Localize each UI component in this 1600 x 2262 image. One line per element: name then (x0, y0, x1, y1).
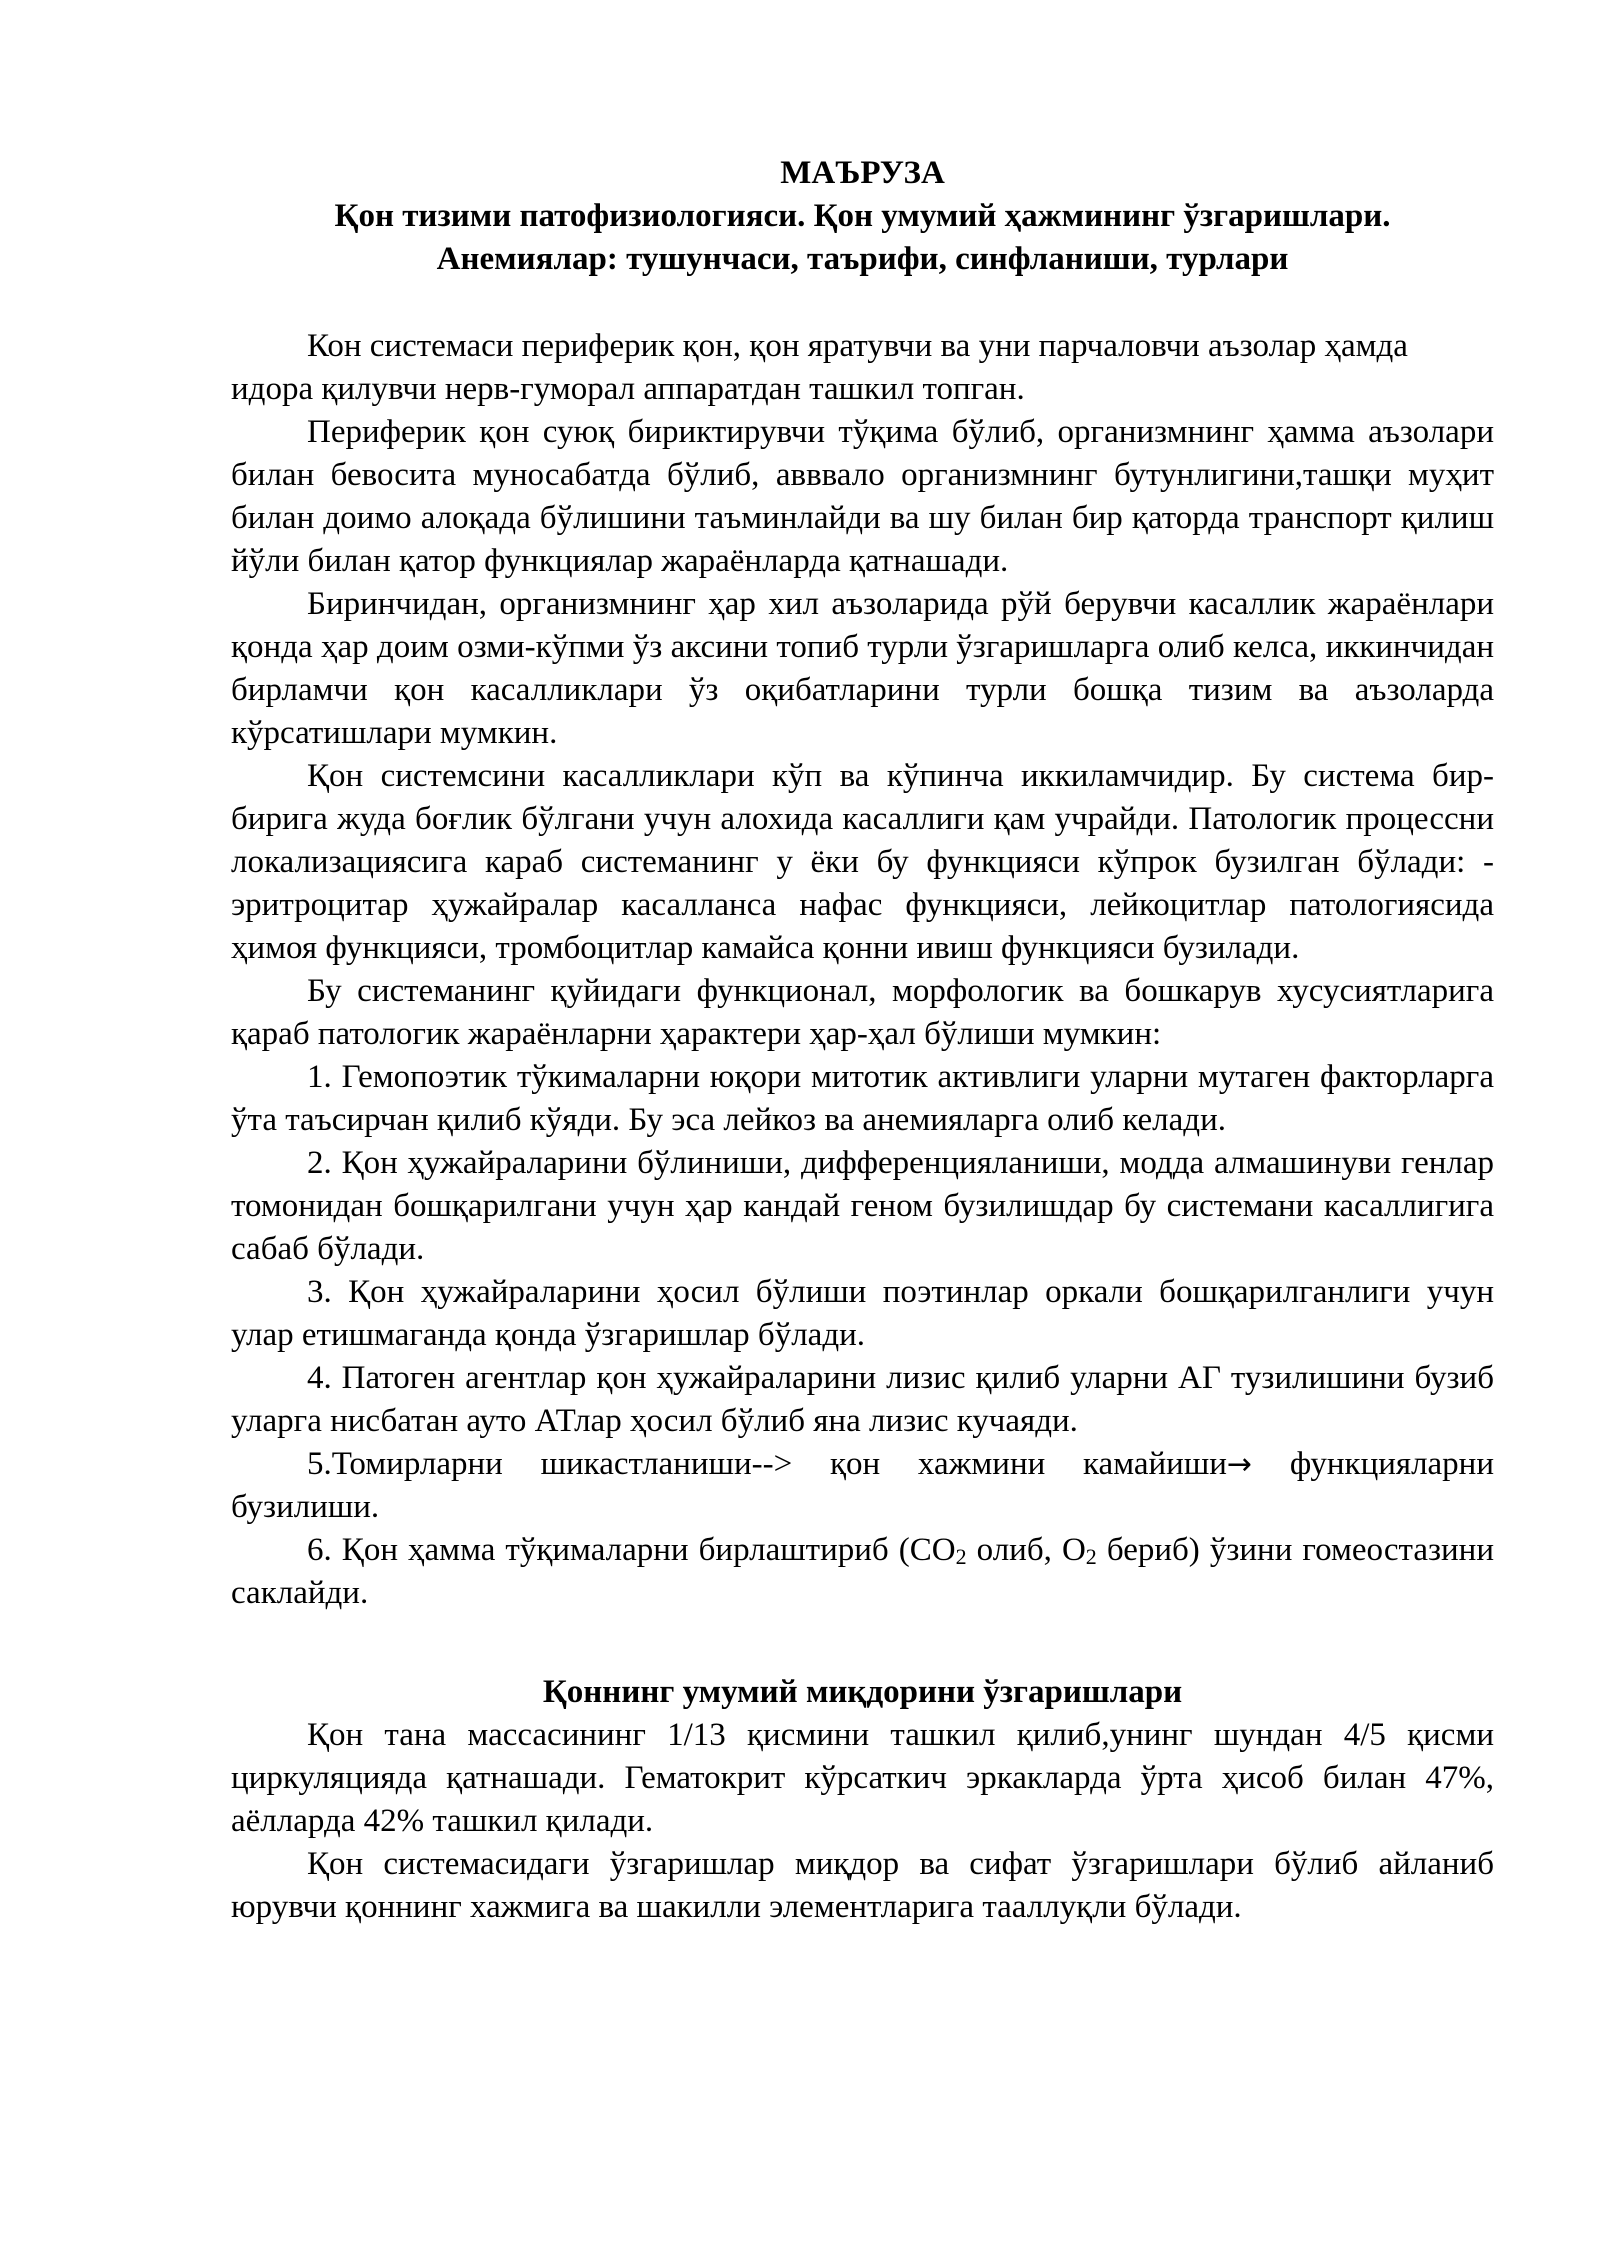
list-item-5-text: 5.Томирларни шикастланиши--> қон хажмини камайиши (307, 1446, 1227, 1482)
paragraph-changes: Қон системасидаги ўзгаришлар миқдор ва сифат ўзгаришлари бўлиб айланиб юрувчи қоннинг хажмига ва шакилли элементларига тааллуқли бўлади. (231, 1846, 1494, 1925)
paragraph-blood-system: Кон системаси периферик қон, қон яратувчи ва уни парчаловчи аъзолар ҳамда идора қилувчи нерв-гуморал аппаратдан ташкил топган. (231, 328, 1408, 407)
lecture-subtitle-line-2: Анемиялар: тушунчаси, таърифи, синфланиши, турлари (436, 241, 1289, 277)
paragraph-diseases: Қон системсини касалликлари кўп ва кўпинча иккиламчидир. Бу система бир-бирига жуда боғлик бўлгани учун алохида касаллиги қам учрайди. Патологик процессни локализациясига караб системанинг у ёки бу функцияси кўпрок бузилган бўлади: - эритроцитар ҳужайралар касалланса нафас функцияси, лейкоцитлар патологиясида ҳимоя функцияси, тромбоцитлар камайса қонни ивиш функцияси бузилади. (231, 758, 1494, 966)
lecture-title: МАЪРУЗА (780, 155, 945, 191)
section-heading: Қоннинг умумий миқдорини ўзгаришлари (542, 1674, 1183, 1710)
subscript-co2: 2 (955, 1544, 967, 1569)
document-body (231, 152, 1494, 1929)
paragraph-blood-volume: Қон тана массасининг 1/13 қисмини ташкил қилиб,унинг шундан 4/5 қисми циркуляцияда қатнашади. Гематокрит кўрсаткич эркакларда ўрта ҳисоб билан 47%, аёлларда 42% ташкил қилади. (231, 1717, 1494, 1839)
list-item-2: 2. Қон ҳужайраларини бўлиниши, дифференцияланиши, модда алмашинуви генлар томонидан бошқарилгани учун ҳар кандай геном бузилишдар бу системани касаллигига сабаб бўлади. (231, 1145, 1494, 1267)
paragraph-features: Бу системанинг қуйидаги функционал, морфологик ва бошкарув хусусиятларига қараб патологик жараёнларни ҳарактери ҳар-ҳал бўлиши мумкин: (231, 973, 1494, 1052)
paragraph-peripheral-blood: Периферик қон суюқ бириктирувчи тўқима бўлиб, организмнинг ҳамма аъзолари билан бевосита муносабатда бўлиб, авввало организмнинг бутунлигини,ташқи муҳит билан доимо алоқада бўлишини таъминлайди ва шу билан бир қаторда транспорт қилиш йўли билан қатор функциялар жараёнларда қатнашади. (231, 414, 1494, 579)
list-item-1: 1. Гемопоэтик тўкималарни юқори митотик активлиги уларни мутаген факторларга ўта таъсирчан қилиб кўяди. Бу эса лейкоз ва анемияларга олиб келади. (231, 1059, 1494, 1138)
list-item-3: 3. Қон ҳужайраларини ҳосил бўлиши поэтинлар оркали бошқарилганлиги учун улар етишмаганда қонда ўзгаришлар бўлади. (231, 1274, 1494, 1353)
list-item-6-part-2: олиб, О (966, 1532, 1086, 1568)
list-item-5 (231, 1443, 1494, 1529)
lecture-subtitle-line-1: Қон тизими патофизиологияси. Қон умумий ҳажмининг ўзгаришлари. (334, 198, 1391, 234)
list-item-4: 4. Патоген агентлар қон ҳужайраларини лизис қилиб уларни АГ тузилишини бузиб уларга нисбатан ауто АТлар ҳосил бўлиб яна лизис кучаяди. (231, 1360, 1494, 1439)
list-item-6 (231, 1529, 1494, 1615)
list-item-6-part-1: 6. Қон ҳамма тўқималарни бирлаштириб (СО (307, 1532, 956, 1568)
list-item-5-tail: функцияларни бузилиши. (231, 1446, 1494, 1525)
paragraph-firstly: Биринчидан, организмнинг ҳар хил аъзоларида рўй берувчи касаллик жараёнлари қонда ҳар доим озми-кўпми ўз аксини топиб турли ўзгаришларга олиб келса, иккинчидан бирламчи қон касалликлари ўз оқибатларини турли бошқа тизим ва аъзоларда кўрсатишлари мумкин. (231, 586, 1494, 751)
list-item-6-part-3: бериб) ўзини гомеостазини саклайди. (231, 1532, 1494, 1611)
subscript-o2: 2 (1085, 1544, 1097, 1569)
arrow-right-icon: → (1226, 1447, 1253, 1482)
